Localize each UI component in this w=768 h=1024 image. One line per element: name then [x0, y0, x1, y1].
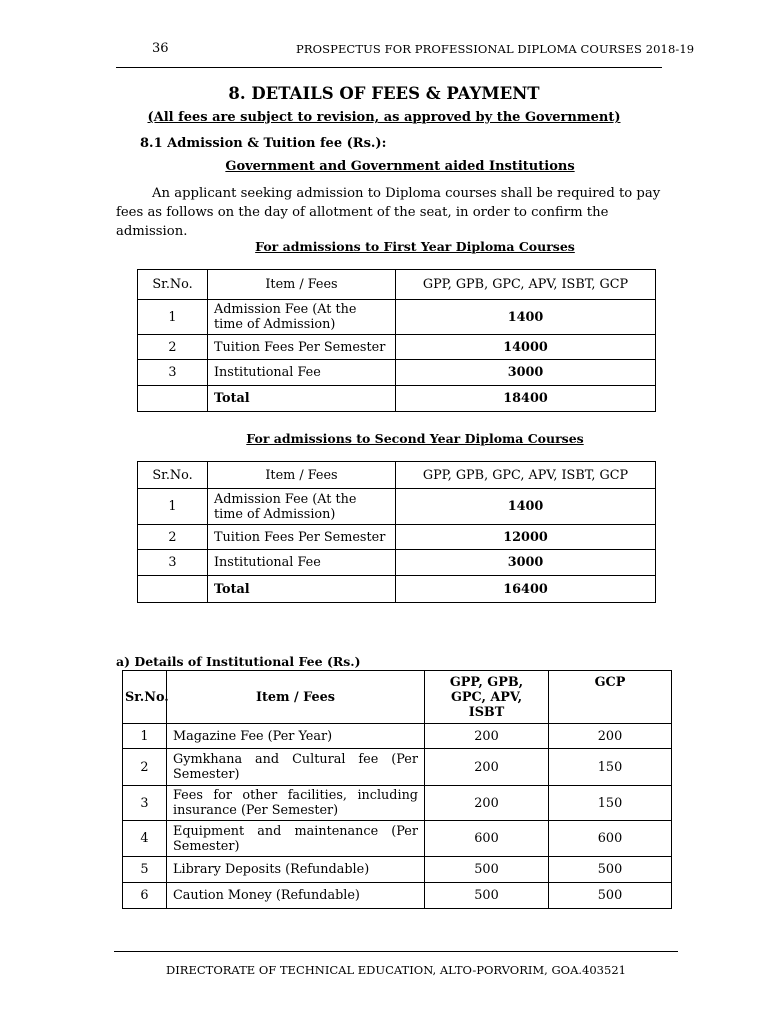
item-cell: Fees for other facilities, including insurance (Per Semester) — [167, 786, 425, 821]
col-header-institutions: GPP, GPB, GPC, APV, ISBT, GCP — [396, 462, 656, 489]
total-label: Total — [208, 576, 396, 603]
col-header-item: Item / Fees — [208, 462, 396, 489]
institution-heading: Government and Government aided Institutions — [225, 159, 575, 174]
intro-paragraph — [116, 184, 678, 241]
value-cell: 1400 — [396, 489, 656, 525]
sr-cell: 2 — [123, 749, 167, 786]
item-cell: Library Deposits (Refundable) — [167, 857, 425, 883]
table-row — [123, 883, 672, 909]
value-cell: 3000 — [396, 550, 656, 576]
total-value: 18400 — [396, 386, 656, 412]
value-cell: 200 — [425, 786, 549, 821]
empty-cell — [138, 576, 208, 603]
value-cell: 200 — [549, 724, 672, 749]
table-row — [123, 724, 672, 749]
sr-cell: 1 — [123, 724, 167, 749]
value-cell: 500 — [425, 857, 549, 883]
value-cell: 500 — [549, 857, 672, 883]
table-row — [123, 786, 672, 821]
total-label: Total — [208, 386, 396, 412]
item-cell: Magazine Fee (Per Year) — [167, 724, 425, 749]
sr-cell: 3 — [123, 786, 167, 821]
item-cell: Institutional Fee — [208, 360, 396, 386]
value-cell: 12000 — [396, 525, 656, 550]
item-cell: Caution Money (Refundable) — [167, 883, 425, 909]
table-row — [123, 857, 672, 883]
table-row — [138, 300, 656, 335]
total-row — [138, 386, 656, 412]
table-row — [123, 749, 672, 786]
total-value: 16400 — [396, 576, 656, 603]
col-header-srno: Sr.No. — [138, 270, 208, 300]
item-cell: Admission Fee (At the time of Admission) — [208, 489, 396, 525]
table-row — [138, 525, 656, 550]
item-cell: Admission Fee (At the time of Admission) — [208, 300, 396, 335]
value-cell: 500 — [549, 883, 672, 909]
sr-cell: 2 — [138, 335, 208, 360]
second-year-fee-table — [137, 461, 656, 603]
value-cell: 200 — [425, 749, 549, 786]
sr-cell: 5 — [123, 857, 167, 883]
col-header-gcp: GCP — [549, 671, 672, 724]
value-cell: 500 — [425, 883, 549, 909]
col-header-srno: Sr.No. — [138, 462, 208, 489]
table-row — [138, 335, 656, 360]
col-header-item: Item / Fees — [208, 270, 396, 300]
footer-rule — [114, 951, 678, 952]
sr-cell: 2 — [138, 525, 208, 550]
page-footer: DIRECTORATE OF TECHNICAL EDUCATION, ALTO-PORVORIM, GOA.403521 — [166, 963, 626, 977]
item-cell: Tuition Fees Per Semester — [208, 335, 396, 360]
value-cell: 600 — [549, 821, 672, 857]
value-cell: 200 — [425, 724, 549, 749]
col-header-srno: Sr.No. — [123, 671, 167, 724]
item-cell: Tuition Fees Per Semester — [208, 525, 396, 550]
institutional-fee-table — [122, 670, 672, 909]
sr-cell: 6 — [123, 883, 167, 909]
sr-cell: 1 — [138, 489, 208, 525]
sr-cell: 1 — [138, 300, 208, 335]
first-year-fee-table — [137, 269, 656, 412]
value-cell: 14000 — [396, 335, 656, 360]
value-cell: 3000 — [396, 360, 656, 386]
item-cell: Gymkhana and Cultural fee (Per Semester) — [167, 749, 425, 786]
total-row — [138, 576, 656, 603]
section-heading: 8.1 Admission & Tuition fee (Rs.): — [140, 136, 387, 151]
table-row — [138, 489, 656, 525]
sr-cell: 4 — [123, 821, 167, 857]
table-header-row — [123, 671, 672, 724]
col-header-gpp-group: GPP, GPB, GPC, APV, ISBT — [425, 671, 549, 724]
table-header-row — [138, 270, 656, 300]
running-title: PROSPECTUS FOR PROFESSIONAL DIPLOMA COURSES 2018-19 — [296, 42, 695, 56]
table-header-row — [138, 462, 656, 489]
table-row — [138, 360, 656, 386]
item-cell: Equipment and maintenance (Per Semester) — [167, 821, 425, 857]
sr-cell: 3 — [138, 360, 208, 386]
intro-paragraph-text: An applicant seeking admission to Diploma courses shall be required to pay fees as follows on the day of allotment of the seat, in order to confirm the admission. — [116, 186, 661, 239]
page-number: 36 — [152, 41, 169, 56]
col-header-institutions: GPP, GPB, GPC, APV, ISBT, GCP — [396, 270, 656, 300]
header-rule — [116, 67, 662, 68]
empty-cell — [138, 386, 208, 412]
col-header-item: Item / Fees — [167, 671, 425, 724]
page-subtitle: (All fees are subject to revision, as approved by the Government) — [147, 110, 621, 125]
institutional-fee-heading: a) Details of Institutional Fee (Rs.) — [116, 654, 361, 669]
second-year-caption: For admissions to Second Year Diploma Courses — [246, 431, 584, 446]
value-cell: 150 — [549, 786, 672, 821]
first-year-caption: For admissions to First Year Diploma Courses — [255, 239, 575, 254]
value-cell: 150 — [549, 749, 672, 786]
item-cell: Institutional Fee — [208, 550, 396, 576]
value-cell: 1400 — [396, 300, 656, 335]
table-row — [123, 821, 672, 857]
page-title: 8. DETAILS OF FEES & PAYMENT — [228, 84, 540, 103]
table-row — [138, 550, 656, 576]
sr-cell: 3 — [138, 550, 208, 576]
value-cell: 600 — [425, 821, 549, 857]
